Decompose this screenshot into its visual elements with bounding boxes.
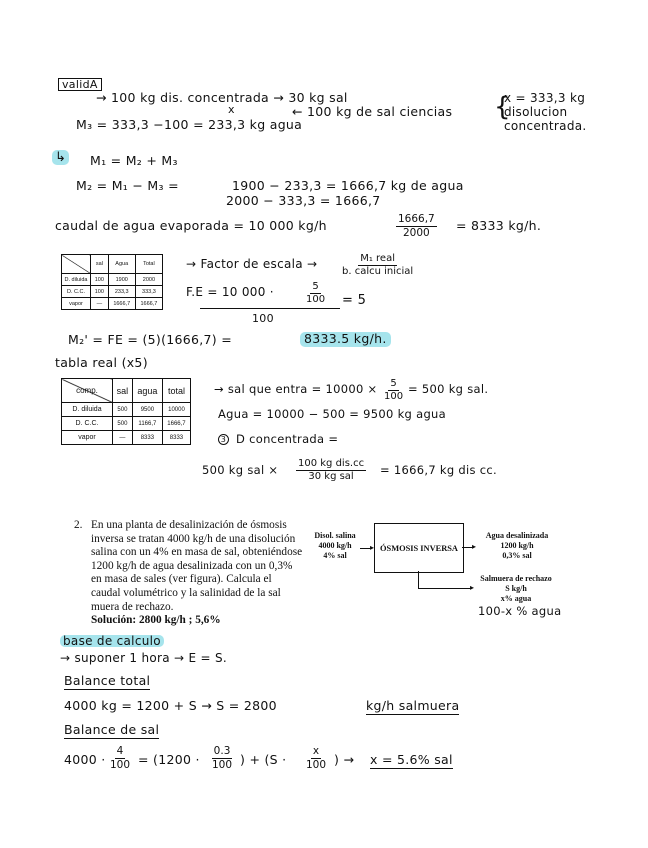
m2-value: 8333.5 kg/h. (300, 332, 391, 347)
flow-left: caudal de agua evaporada = 10 000 kg/h (55, 218, 327, 233)
small-table-cell: 100 (91, 286, 109, 298)
problem-text (91, 519, 305, 628)
real-table-cell: 10000 (162, 403, 190, 417)
total-left: 4000 kg = 1200 + S → S = 2800 (64, 698, 277, 713)
basis-title: base de calculo (60, 635, 164, 647)
diagram-out2-down (418, 571, 419, 588)
scale-ratio (340, 254, 415, 277)
sal-entra-right: = 500 kg sal. (408, 382, 489, 396)
balance-eq2-left: M₂ = M₁ − M₃ = (76, 178, 179, 193)
salt-d1: 100 (110, 758, 131, 771)
small-table-corner (62, 255, 91, 274)
small-table-cell: 1666,7 (108, 298, 135, 310)
conc-fraction (296, 459, 366, 482)
problem-line: muera de rechazo. (91, 600, 174, 613)
salt-result: x = 5.6% sal (370, 752, 453, 767)
validation-note1: x = 333,3 kg (504, 91, 586, 105)
diagram-out1-line: 1200 kg/h (500, 541, 534, 550)
sal-entra-left: → sal que entra = 10000 × (214, 382, 378, 396)
problem-line: salina con un 4% en masa de sal, obteniéndose (91, 546, 303, 559)
conc-num: 100 kg dis.cc (298, 458, 365, 469)
real-table-cell: — (113, 431, 133, 445)
salt-n3: x (312, 745, 320, 757)
real-table-cell: D. diluida (62, 403, 113, 417)
problem-line: inversa se tratan 4000 kg/h de una disolución (91, 532, 296, 545)
diagram-out2-line: x% agua (500, 594, 532, 603)
small-table-cell: D. C.C. (62, 286, 91, 298)
diagram-out2-right (418, 588, 472, 589)
scale-ratio-den: b. calcu inicial (342, 266, 414, 277)
real-table-cell: 9500 (132, 403, 162, 417)
real-table-header: agua (132, 379, 162, 403)
problem-line: En una planta de desalinización de ósmosis (91, 519, 287, 531)
real-table-cell: 1166,7 (132, 417, 162, 431)
flow-den: 2000 (403, 226, 430, 239)
real-table-cell: 500 (113, 403, 133, 417)
flow-num: 1666,7 (398, 213, 435, 225)
real-table-cell: 500 (113, 417, 133, 431)
agua-line: Agua = 10000 − 500 = 9500 kg agua (218, 407, 446, 421)
problem-line: en masa de sales (ver figura). Calcula el (91, 573, 272, 586)
salt-d2: 100 (212, 758, 233, 771)
small-table-cell: 333,3 (135, 286, 162, 298)
arrow-right-icon: ▸ (370, 543, 375, 552)
small-table-header: sal (91, 255, 109, 274)
validation-line1b: ← 100 kg de sal ciencias (292, 104, 453, 119)
balance-eq2-r2: 2000 − 333,3 = 1666,7 (226, 193, 381, 208)
small-table-header: Agua (108, 255, 135, 274)
diagram-out2-line: S kg/h (505, 584, 527, 593)
flow-fraction (396, 214, 437, 238)
arrow-icon: ↳ (52, 151, 69, 164)
small-table-cell: D. diluida (62, 274, 91, 286)
fe-main-bar (200, 308, 340, 309)
diagram-input (308, 531, 362, 561)
fe-den-small: 100 (306, 294, 326, 305)
sal-den: 100 (384, 391, 404, 402)
real-table-cell: D. C.C. (62, 417, 113, 431)
diagram-input-line: 4% sal (323, 551, 347, 560)
validation-title: validA (58, 78, 102, 91)
problem-solution: Solución: 2800 kg/h ; 5,6% (91, 614, 221, 627)
real-table-header: total (162, 379, 190, 403)
validation-line1: → 100 kg dis. concentrada → 30 kg sal (96, 90, 348, 105)
arrow-right-icon: ▸ (470, 583, 475, 592)
problem-line: 1200 kg/h de agua desalinizada con un 0,3% (91, 559, 293, 572)
salt-c: ) + (S · (240, 752, 287, 767)
sal-entra-fraction (382, 379, 405, 402)
flow-right: = 8333 kg/h. (456, 218, 542, 233)
diagram-handwritten: 100-x % agua (478, 604, 562, 618)
real-table-corner: comp. (62, 379, 113, 403)
real-table-header: sal (113, 379, 133, 403)
balance-eq2-r1: 1900 − 233,3 = 1666,7 kg de agua (232, 178, 464, 193)
small-table-cell: — (91, 298, 109, 310)
salt-a: 4000 · (64, 752, 106, 767)
fe-left: F.E = 10 000 · (186, 285, 274, 299)
small-table-cell: vapor (62, 298, 91, 310)
small-table-cell: 1666,7 (135, 298, 162, 310)
validation-line2: M₃ = 333,3 −100 = 233,3 kg agua (76, 117, 303, 132)
arrow-right-icon: ▸ (472, 542, 477, 551)
m2-line: M₂' = FE = (5)(1666,7) = (68, 332, 233, 347)
small-table-header: Total (135, 255, 162, 274)
small-table-cell: 233,3 (108, 286, 135, 298)
diagram-out2 (476, 574, 556, 604)
brace-icon: { (494, 92, 511, 122)
real-table-cell: 1666,7 (162, 417, 190, 431)
diagram-out2-line: Salmuera de rechazo (480, 574, 552, 583)
problem-number: 2. (74, 519, 83, 531)
fe-result: = 5 (342, 293, 367, 308)
salt-d: ) → (334, 752, 355, 767)
real-table-heading: tabla real (x5) (55, 355, 148, 370)
small-table-cell: 1900 (108, 274, 135, 286)
salt-frac1 (108, 746, 132, 770)
real-table-cell: vapor (62, 431, 113, 445)
conc-den: 30 kg sal (308, 471, 354, 482)
validation-x: x (228, 103, 235, 116)
diagram-input-line: Disol. salina (314, 531, 356, 540)
validation-note3: concentrada. (504, 119, 587, 133)
salt-n1: 4 (116, 745, 124, 757)
fe-big-den: 100 (252, 312, 274, 325)
scale-ratio-num: M₁ real (360, 253, 395, 264)
real-table (61, 378, 191, 445)
conc-label: D concentrada = (236, 432, 339, 446)
problem-line: caudal volumétrico y la salinidad de la sal (91, 586, 281, 599)
diagram-input-line: 4000 kg/h (318, 541, 352, 550)
real-table-cell: 8333 (162, 431, 190, 445)
diagram-out1 (478, 531, 556, 561)
salt-n2: 0.3 (213, 745, 231, 757)
total-right: kg/h salmuera (366, 698, 460, 713)
diagram-out1-line: Agua desalinizada (485, 531, 549, 540)
step-3-icon: 3 (218, 434, 229, 445)
salt-d3: 100 (306, 758, 327, 771)
salt-frac3 (304, 746, 328, 770)
small-table (61, 254, 163, 310)
salt-title: Balance de sal (64, 722, 160, 737)
small-table-cell: 2000 (135, 274, 162, 286)
scale-factor-line: → Factor de escala → (186, 257, 318, 271)
total-title: Balance total (64, 673, 151, 688)
diagram-out1-line: 0,3% sal (502, 551, 532, 560)
salt-frac2 (210, 746, 234, 770)
basis-line: → suponer 1 hora → E = S. (60, 651, 227, 665)
small-table-cell: 100 (91, 274, 109, 286)
conc-right: = 1666,7 kg dis cc. (380, 463, 497, 477)
salt-b: = (1200 · (138, 752, 200, 767)
diagram-box: ÓSMOSIS INVERSA (374, 523, 464, 573)
validation-note2: disolucion (504, 105, 568, 119)
conc-left: 500 kg sal × (202, 463, 279, 477)
fe-small-fraction (304, 282, 327, 305)
fe-num-small: 5 (312, 281, 319, 292)
real-table-cell: 8333 (132, 431, 162, 445)
sal-num: 5 (390, 378, 397, 389)
balance-eq1: M₁ = M₂ + M₃ (90, 153, 178, 168)
